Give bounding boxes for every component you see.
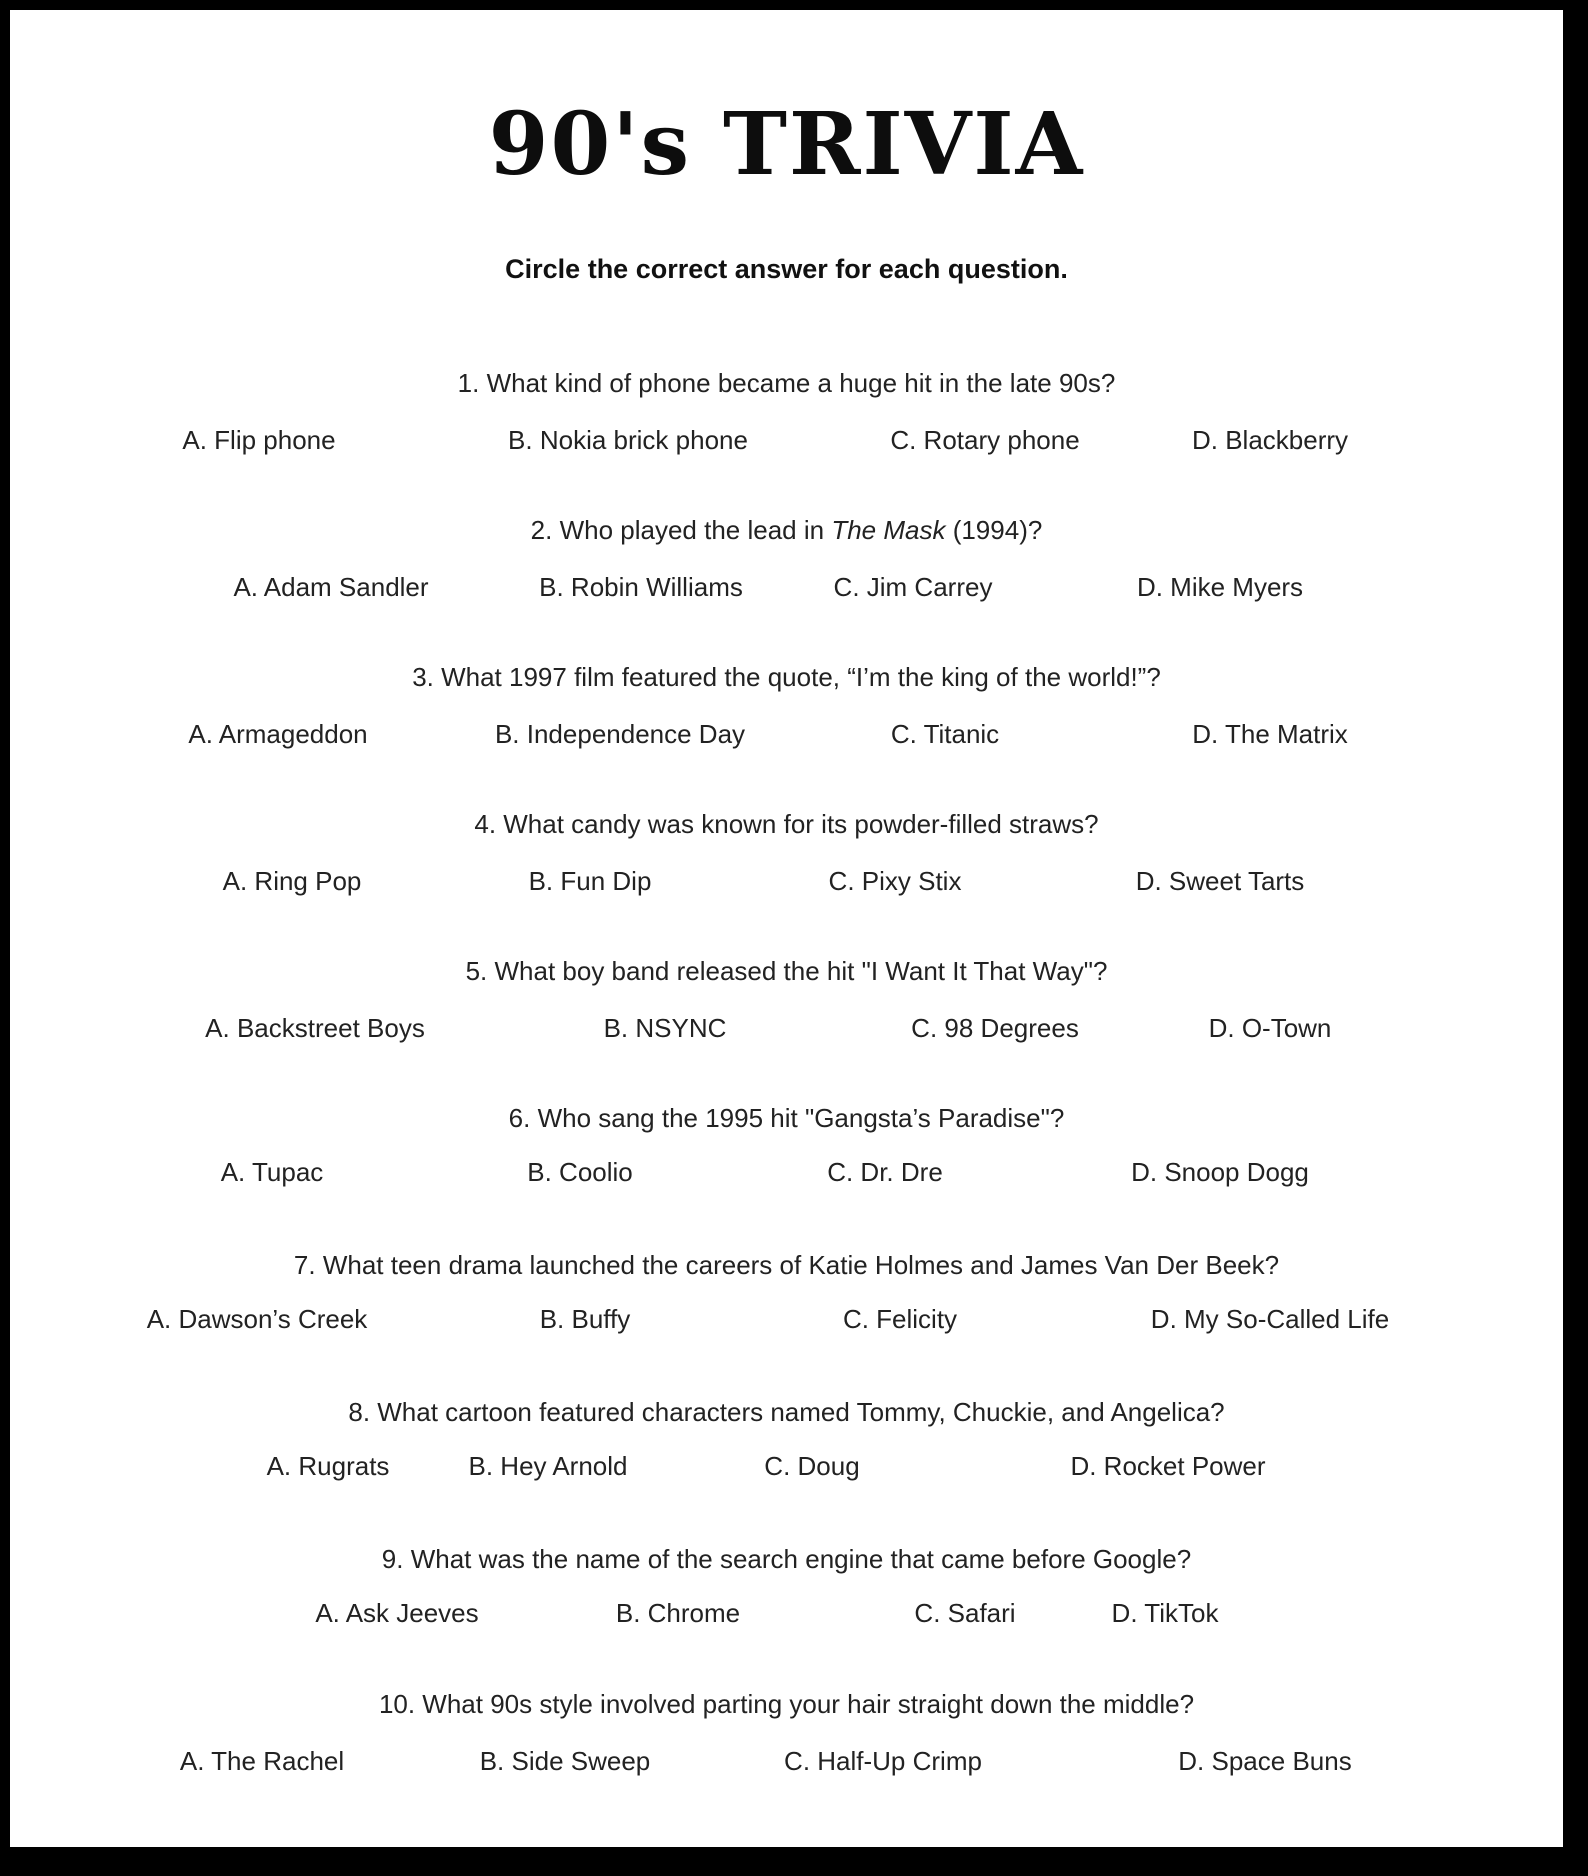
answer-3c[interactable]: C. Titanic (890, 719, 1000, 749)
answer-6b[interactable]: B. Coolio (527, 1157, 633, 1187)
question-9: 9. What was the name of the search engine that came before Google? (381, 1544, 1192, 1574)
answer-3b[interactable]: B. Independence Day (494, 719, 746, 749)
answer-1d[interactable]: D. Blackberry (1191, 425, 1349, 455)
answer-8a[interactable]: A. Rugrats (266, 1451, 390, 1481)
answer-5d[interactable]: D. O-Town (1208, 1013, 1332, 1043)
answer-1c[interactable]: C. Rotary phone (890, 425, 1080, 455)
question-5: 5. What boy band released the hit "I Want It That Way"? (465, 956, 1108, 986)
question-7: 7. What teen drama launched the careers of Katie Holmes and James Van Der Beek? (293, 1250, 1280, 1280)
answer-7a[interactable]: A. Dawson’s Creek (146, 1304, 368, 1334)
answer-9a[interactable]: A. Ask Jeeves (315, 1598, 479, 1628)
answer-10c[interactable]: C. Half-Up Crimp (784, 1746, 982, 1776)
answer-7c[interactable]: C. Felicity (842, 1304, 958, 1334)
answer-2d[interactable]: D. Mike Myers (1136, 572, 1304, 602)
trivia-worksheet (10, 10, 1563, 1847)
answer-5c[interactable]: C. 98 Degrees (911, 1013, 1079, 1043)
question-2-text-after: (1994)? (945, 515, 1043, 545)
answer-4d[interactable]: D. Sweet Tarts (1135, 866, 1305, 896)
instructions: Circle the correct answer for each question. (505, 254, 1068, 284)
answer-4b[interactable]: B. Fun Dip (528, 866, 652, 896)
question-10: 10. What 90s style involved parting your hair straight down the middle? (378, 1689, 1195, 1719)
answer-5b[interactable]: B. NSYNC (603, 1013, 727, 1043)
answer-7d[interactable]: D. My So-Called Life (1150, 1304, 1390, 1334)
answer-9b[interactable]: B. Chrome (615, 1598, 741, 1628)
answer-10b[interactable]: B. Side Sweep (479, 1746, 651, 1776)
answer-2b[interactable]: B. Robin Williams (539, 572, 743, 602)
answer-1b[interactable]: B. Nokia brick phone (508, 425, 748, 455)
answer-7b[interactable]: B. Buffy (539, 1304, 631, 1334)
answer-2c[interactable]: C. Jim Carrey (833, 572, 993, 602)
question-2-italic-title: The Mask (831, 515, 946, 545)
answer-6c[interactable]: C. Dr. Dre (827, 1157, 943, 1187)
question-4: 4. What candy was known for its powder-filled straws? (474, 809, 1099, 839)
answer-10d[interactable]: D. Space Buns (1178, 1746, 1352, 1776)
answer-10a[interactable]: A. The Rachel (179, 1746, 345, 1776)
answer-8c[interactable]: C. Doug (764, 1451, 860, 1481)
question-8: 8. What cartoon featured characters named Tommy, Chuckie, and Angelica? (348, 1397, 1225, 1427)
answer-8b[interactable]: B. Hey Arnold (468, 1451, 628, 1481)
answer-1a[interactable]: A. Flip phone (182, 425, 336, 455)
answer-4a[interactable]: A. Ring Pop (222, 866, 362, 896)
answer-5a[interactable]: A. Backstreet Boys (205, 1013, 425, 1043)
answer-6a[interactable]: A. Tupac (220, 1157, 324, 1187)
answer-8d[interactable]: D. Rocket Power (1070, 1451, 1266, 1481)
answer-9d[interactable]: D. TikTok (1111, 1598, 1219, 1628)
question-3: 3. What 1997 film featured the quote, “I’m the king of the world!”? (412, 662, 1161, 692)
answer-6d[interactable]: D. Snoop Dogg (1131, 1157, 1309, 1187)
answer-2a[interactable]: A. Adam Sandler (233, 572, 429, 602)
page-title: 90's TRIVIA (488, 94, 1085, 195)
answer-3d[interactable]: D. The Matrix (1192, 719, 1348, 749)
question-1: 1. What kind of phone became a huge hit in the late 90s? (457, 368, 1116, 398)
answer-3a[interactable]: A. Armageddon (188, 719, 368, 749)
question-6: 6. Who sang the 1995 hit "Gangsta’s Paradise"? (508, 1103, 1065, 1133)
answer-4c[interactable]: C. Pixy Stix (828, 866, 962, 896)
question-2-text-before: 2. Who played the lead in (530, 515, 832, 545)
answer-9c[interactable]: C. Safari (914, 1598, 1016, 1628)
question-2 (10, 515, 1563, 546)
